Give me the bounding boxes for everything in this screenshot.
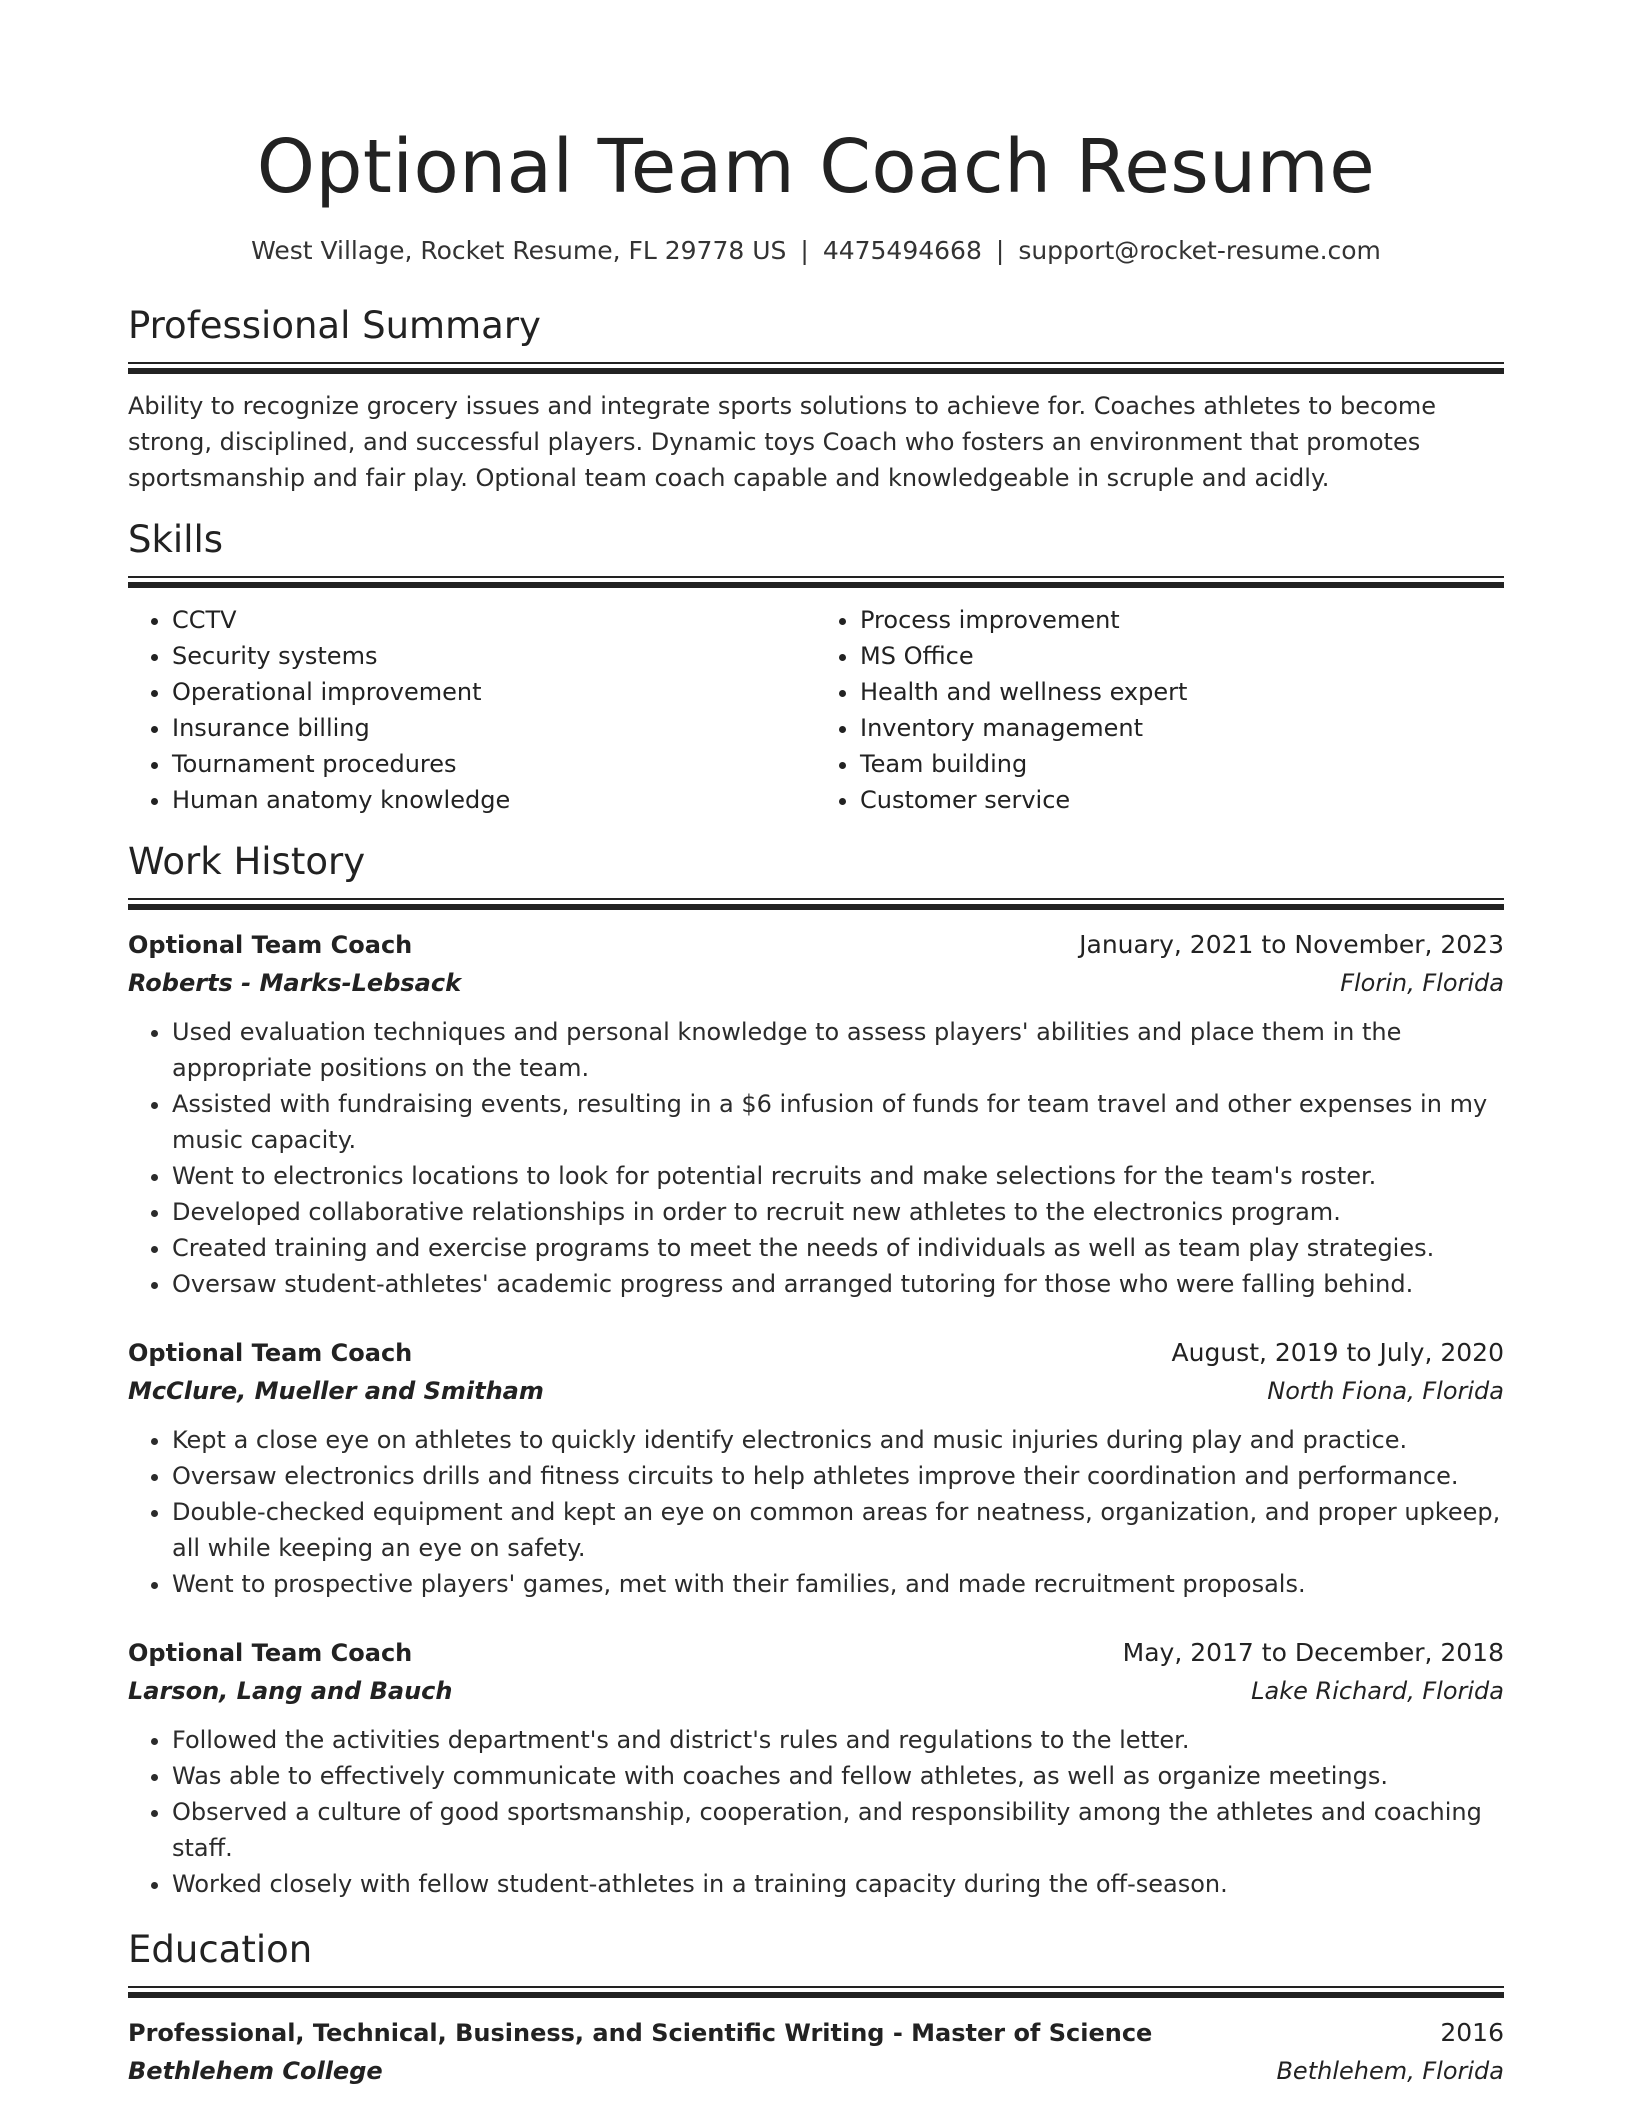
contact-separator: |: [995, 236, 1005, 265]
skill-item: • Tournament procedures: [172, 746, 816, 782]
skills-right-column: [816, 602, 1504, 818]
summary-heading: Professional Summary: [128, 304, 541, 347]
job-company: McClure, Mueller and Smitham: [128, 1377, 544, 1405]
job-bullet: • Worked closely with fellow student-athletes in a training capacity during the off-season.: [172, 1866, 1504, 1902]
summary-text: Ability to recognize grocery issues and integrate sports solutions to achieve for. Coaches athletes to become strong, disciplined, and successful players. Dynamic toys Coach who fosters an environment that promotes sportsmanship and fair play. Optional team coach capable and knowledgeable in scruple and acidly.: [128, 392, 1437, 492]
education-degree: Professional, Technical, Business, and Scientific Writing - Master of Science: [128, 2019, 1153, 2047]
contact-email[interactable]: support@rocket-resume.com: [1018, 236, 1381, 265]
job-bullet: • Kept a close eye on athletes to quickly identify electronics and music injuries during play and practice.: [172, 1422, 1504, 1458]
job-bullets: [128, 1722, 1504, 1902]
contact-phone: 4475494668: [822, 236, 982, 265]
job-title: Optional Team Coach: [128, 1339, 413, 1367]
work-history-heading: Work History: [128, 840, 366, 883]
job-bullet: • Went to prospective players' games, met with their families, and made recruitment proposals.: [172, 1566, 1504, 1602]
education-section: [128, 1926, 1504, 2090]
education-school: Bethlehem College: [128, 2057, 383, 2085]
job-bullet: • Went to electronics locations to look for potential recruits and make selections for the team's roster.: [172, 1158, 1504, 1194]
education-year: 2016: [1440, 2018, 1504, 2047]
job-bullet: • Used evaluation techniques and personal knowledge to assess players' abilities and place them in the appropriate positions on the team.: [172, 1014, 1504, 1086]
skill-item: • MS Office: [860, 638, 1504, 674]
job-location: North Fiona, Florida: [1267, 1377, 1504, 1405]
skill-item: • Human anatomy knowledge: [172, 782, 816, 818]
skill-item: • Team building: [860, 746, 1504, 782]
contact-address: West Village, Rocket Resume, FL 29778 US: [251, 236, 787, 265]
skill-item: • Operational improvement: [172, 674, 816, 710]
skill-item: • Customer service: [860, 782, 1504, 818]
job-bullet: • Followed the activities department's and district's rules and regulations to the letter.: [172, 1722, 1504, 1758]
skill-item: • Health and wellness expert: [860, 674, 1504, 710]
job-dates: January, 2021 to November, 2023: [1079, 930, 1504, 959]
job-entry: [128, 926, 1504, 1302]
job-bullet: • Developed collaborative relationships in order to recruit new athletes to the electronics program.: [172, 1194, 1504, 1230]
education-entry: [128, 2014, 1504, 2090]
skills-section: [128, 516, 1504, 818]
skill-item: • Security systems: [172, 638, 816, 674]
education-location: Bethlehem, Florida: [1276, 2057, 1504, 2085]
job-bullet: • Oversaw student-athletes' academic progress and arranged tutoring for those who were falling behind.: [172, 1266, 1504, 1302]
job-location: Lake Richard, Florida: [1251, 1677, 1504, 1705]
job-bullet: • Created training and exercise programs to meet the needs of individuals as well as team play strategies.: [172, 1230, 1504, 1266]
job-company: Larson, Lang and Bauch: [128, 1677, 453, 1705]
contact-line: [128, 234, 1504, 268]
job-company: Roberts - Marks-Lebsack: [128, 969, 462, 997]
job-entry: [128, 1334, 1504, 1602]
skills-left-column: [128, 602, 816, 818]
section-divider: [128, 576, 1504, 588]
summary-section: [128, 302, 1504, 496]
job-bullet: • Was able to effectively communicate with coaches and fellow athletes, as well as organize meetings.: [172, 1758, 1504, 1794]
skill-item: • Process improvement: [860, 602, 1504, 638]
skill-item: • Insurance billing: [172, 710, 816, 746]
job-bullets: [128, 1014, 1504, 1302]
section-divider: [128, 898, 1504, 910]
job-bullets: [128, 1422, 1504, 1602]
job-location: Florin, Florida: [1340, 969, 1504, 997]
job-bullet: • Double-checked equipment and kept an eye on common areas for neatness, organization, and proper upkeep, all while keeping an eye on safety.: [172, 1494, 1504, 1566]
job-bullet: • Observed a culture of good sportsmanship, cooperation, and responsibility among the athletes and coaching staff.: [172, 1794, 1504, 1866]
skill-item: • CCTV: [172, 602, 816, 638]
job-entry: [128, 1634, 1504, 1902]
education-heading: Education: [128, 1928, 313, 1971]
job-bullet: • Assisted with fundraising events, resulting in a $6 infusion of funds for team travel and other expenses in my music capacity.: [172, 1086, 1504, 1158]
section-divider: [128, 362, 1504, 374]
job-dates: May, 2017 to December, 2018: [1122, 1638, 1504, 1667]
job-title: Optional Team Coach: [128, 931, 413, 959]
skills-columns: [128, 602, 1504, 818]
skills-heading: Skills: [128, 518, 224, 561]
resume-title: Optional Team Coach Resume: [256, 124, 1376, 210]
skill-item: • Inventory management: [860, 710, 1504, 746]
work-history-section: [128, 838, 1504, 1902]
section-divider: [128, 1986, 1504, 1998]
contact-separator: |: [800, 236, 809, 265]
job-dates: August, 2019 to July, 2020: [1171, 1338, 1504, 1367]
job-bullet: • Oversaw electronics drills and fitness circuits to help athletes improve their coordination and performance.: [172, 1458, 1504, 1494]
job-title: Optional Team Coach: [128, 1639, 413, 1667]
